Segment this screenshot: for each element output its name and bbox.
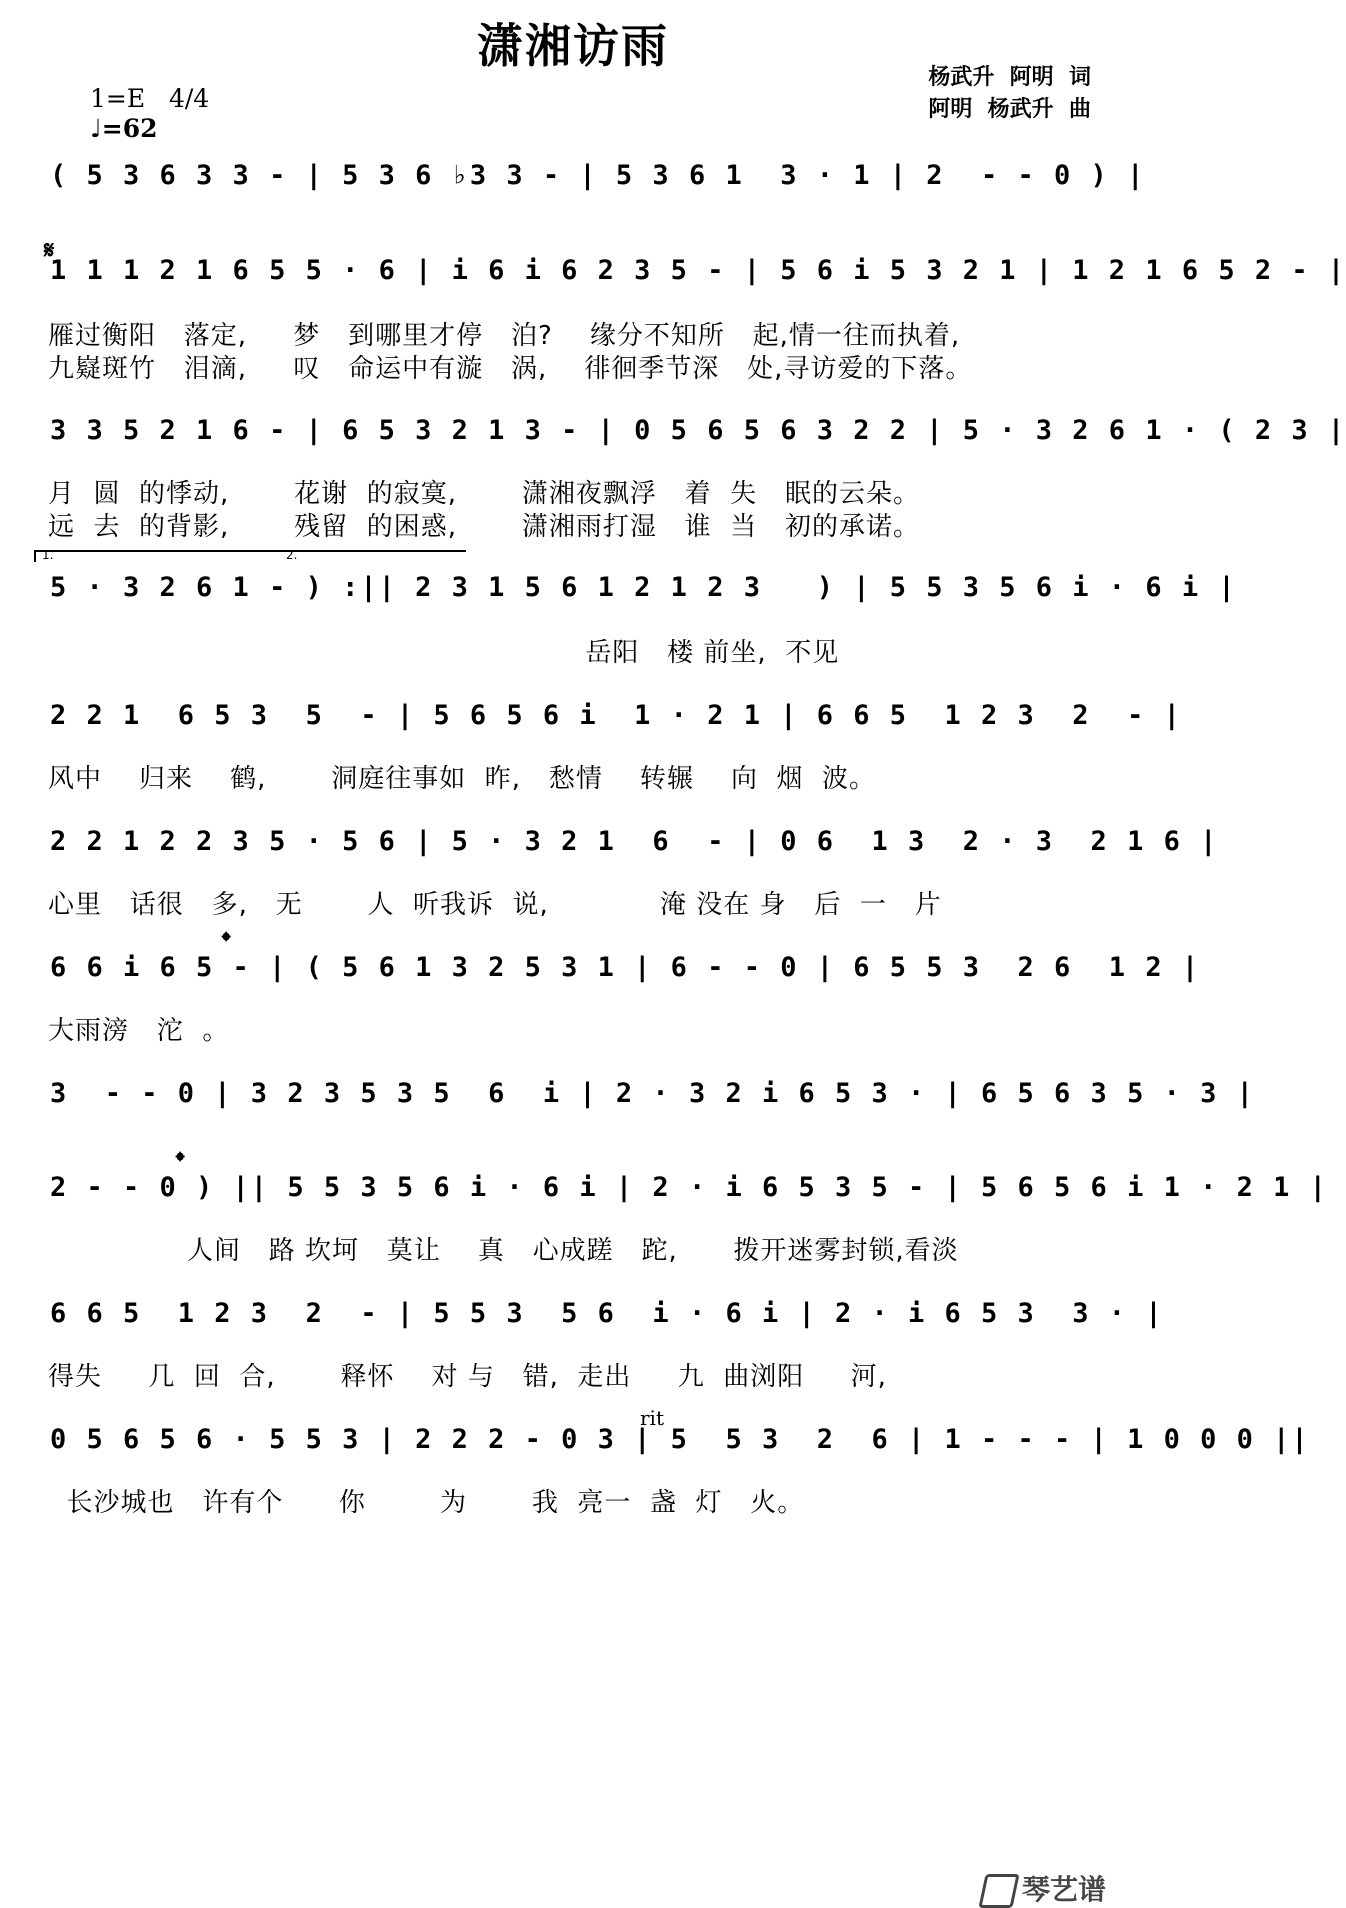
notation-line: 2 2 1 2 2 3 5 · 5 6 | 5 · 3 2 1 6 - | 0 6 1 3 2 · 3 2 1 6 | — [50, 826, 1219, 857]
coda-sign: 𝄌 — [222, 926, 231, 955]
lyrics-line: 得失 几 回 合, 释怀 对 与 错, 走出 九 曲浏阳 河, — [48, 1362, 887, 1392]
notation-line: 5 · 3 2 6 1 - ) :|| 2 3 1 5 6 1 2 1 2 3 ) | 5 5 3 5 6 i · 6 i | — [50, 572, 1237, 603]
ritardando-marking: rit — [640, 1406, 664, 1430]
page-title: 潇湘访雨 — [477, 19, 669, 73]
lyrics-verse-1: 月 圆 的悸动, 花谢 的寂寞, 潇湘夜飘浮 着 失 眠的云朵。 — [48, 479, 920, 509]
lyrics-line: 风中 归来 鹤, 洞庭往事如 昨, 愁情 转辗 向 烟 波。 — [48, 764, 876, 794]
volta-number-1: 1. — [42, 548, 54, 562]
notation-line: 1 1 1 2 1 6 5 5 · 6 | i 6 i 6 2 3 5 - | 5 6 i 5 3 2 1 | 1 2 1 6 5 2 - | — [50, 255, 1346, 286]
notation-line: 6 6 i 6 5 - | ( 5 6 1 3 2 5 3 1 | 6 - - 0 | 6 5 5 3 2 6 1 2 | — [50, 952, 1201, 983]
lyrics-line: 大雨滂 沱 。 — [48, 1016, 230, 1046]
lyrics-line: 心里 话很 多, 无 人 听我诉 说, 淹 没在 身 后 一 片 — [48, 890, 942, 920]
lyrics-line: 岳阳 楼 前坐, 不见 — [48, 638, 840, 668]
notation-line: 3 3 5 2 1 6 - | 6 5 3 2 1 3 - | 0 5 6 5 6 3 2 2 | 5 · 3 2 6 1 · ( 2 3 | — [50, 415, 1346, 446]
lyricists-credit: 杨武升 阿明 词 — [928, 65, 1091, 90]
watermark-text: 琴艺谱 — [1021, 1873, 1106, 1906]
lyrics-line: 人间 路 坎坷 莫让 真 心成蹉 跎, 拨开迷雾封锁,看淡 — [48, 1236, 959, 1266]
key-time-signature: 1=E 4/4 — [90, 84, 210, 113]
lyrics-verse-2: 九嶷斑竹 泪滴, 叹 命运中有漩 涡, 徘徊季节深 处,寻访爱的下落。 — [48, 354, 973, 384]
notation-line: 2 - - 0 ) || 5 5 3 5 6 i · 6 i | 2 · i 6 5 3 5 - | 5 6 5 6 i 1 · 2 1 | — [50, 1172, 1328, 1203]
tempo-marking: ♩=62 — [90, 114, 158, 143]
coda-sign: 𝄌 — [176, 1146, 185, 1175]
notation-line: 0 5 6 5 6 · 5 5 3 | 2 2 2 - 0 3 | 5 5 3 2 6 | 1 - - - | 1 0 0 0 || — [50, 1424, 1310, 1455]
notation-line: 6 6 5 1 2 3 2 - | 5 5 3 5 6 i · 6 i | 2 · i 6 5 3 3 · | — [50, 1298, 1164, 1329]
composers-credit: 阿明 杨武升 曲 — [928, 97, 1091, 122]
lyrics-verse-2: 远 去 的背影, 残留 的困惑, 潇湘雨打湿 谁 当 初的承诺。 — [48, 512, 920, 542]
volta-number-2: 2. — [286, 548, 298, 562]
notation-line: 3 - - 0 | 3 2 3 5 3 5 6 i | 2 · 3 2 i 6 5 3 · | 6 5 6 3 5 · 3 | — [50, 1078, 1255, 1109]
notation-line: 2 2 1 6 5 3 5 - | 5 6 5 6 i 1 · 2 1 | 6 6 5 1 2 3 2 - | — [50, 700, 1182, 731]
notation-line: ( 5 3 6 3 3 - | 5 3 6 ♭3 3 - | 5 3 6 1 3 · 1 | 2 - - 0 ) | — [50, 160, 1146, 191]
logo-icon — [978, 1874, 1019, 1908]
lyrics-verse-1: 雁过衡阳 落定, 梦 到哪里才停 泊? 缘分不知所 起,情一往而执着, — [48, 321, 961, 351]
volta-bracket-1 — [34, 550, 466, 562]
watermark — [962, 1835, 1106, 1908]
lyrics-line: 长沙城也 许有个 你 为 我 亮一 盏 灯 火。 — [48, 1488, 805, 1518]
segno-sign: 𝄋 — [44, 235, 55, 264]
